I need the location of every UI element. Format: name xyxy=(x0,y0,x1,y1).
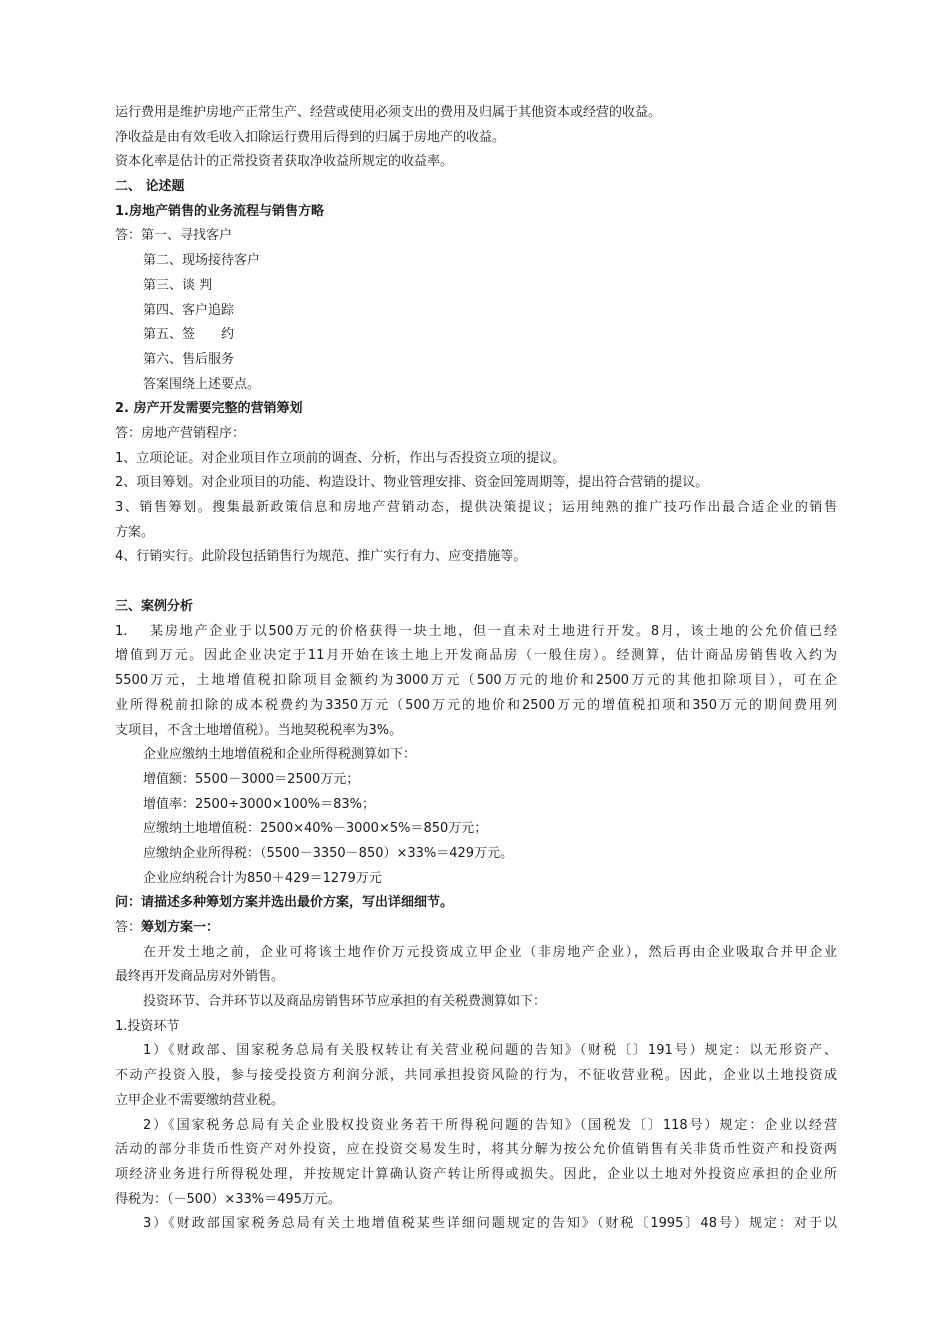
calc-line: 应缴纳企业所得税：（5500－3350－850）×33%＝429万元。 xyxy=(143,845,514,861)
plan-title: 筹划方案一： xyxy=(141,920,220,935)
para2-line: 项经济业务进行所得税处理，并按规定计算确认资产转让所得或损失。因此，企业以土地对外投资应承担的企业所 xyxy=(115,1166,837,1182)
question-2-item: 3、销售筹划。搜集最新政策信息和房地产营销动态，提供决策提议；运用纯熟的推广技巧作出最合适企业的销售 xyxy=(115,500,837,515)
plan-line: 最终再开发商品房对外销售。 xyxy=(115,969,285,985)
calc-line: 企业应纳税合计为850＋429＝1279万元 xyxy=(143,870,382,886)
question-2-item: 4、行销实行。此阶段包括销售行为规范、推广实行有力、应变措施等。 xyxy=(115,549,527,565)
plan-line: 在开发土地之前，企业可将该土地作价万元投资成立甲企业（非房地产企业），然后再由企业吸取合并甲企业 xyxy=(143,944,837,960)
question-2-item: 1、立项论证。对企业项目作立项前的调查、分析，作出与否投资立项的提议。 xyxy=(115,450,566,466)
question-2-item: 2、项目筹划。对企业项目的功能、构造设计、物业管理安排、资金回笼周期等，提出符合营销的提议。 xyxy=(115,475,709,491)
blank-line xyxy=(115,570,837,595)
case-line: 业所得税前扣除的成本税费约为3350万元（500万元的地价和2500万元的增值税扣项和350万元的期间费用列 xyxy=(115,697,837,713)
para1-line: 1）《财政部、国家税务总局有关股权转让有关营业税问题的告知》（财税〔〕191号）规定：以无形资产、 xyxy=(143,1043,837,1059)
tax-intro: 投资环节、合并环节以及商品房销售环节应承担的有关税费测算如下： xyxy=(143,994,547,1010)
para2-line: 得税为：（－500）×33%＝495万元。 xyxy=(115,1191,341,1207)
intro-line-1: 运行费用是维护房地产正常生产、经营或使用必须支出的费用及归属于其他资本或经营的收益。 xyxy=(115,105,662,120)
question-1-step: 第五、签 约 xyxy=(143,327,235,343)
case-line: 增值到万元。因此企业决定于11月开始在该土地上开发商品房（一般住房）。经测算，估计商品房销售收入约为 xyxy=(115,648,837,664)
calc-line: 应缴纳土地增值税：2500×40%－3000×5%＝850万元； xyxy=(143,821,488,837)
question-1-note: 答案围绕上述要点。 xyxy=(143,376,261,392)
answer-prefix: 答： xyxy=(115,920,142,935)
para1-line: 立甲企业不需要缴纳营业税。 xyxy=(115,1092,285,1108)
para3-line: 3）《财政部国家税务总局有关土地增值税某些详细问题规定的告知》（财税〔1995〕48号）规定：对于以 xyxy=(143,1216,837,1232)
question-1-title: 1.房地产销售的业务流程与销售方略 xyxy=(115,203,324,219)
para2-line: 2）《国家税务总局有关企业股权投资业务若干所得税问题的告知》（国税发〔〕118号）规定：企业以经营 xyxy=(143,1117,837,1133)
calc-line: 增值率：2500÷3000×100%＝83%； xyxy=(143,796,376,812)
section-3-heading: 三、案例分析 xyxy=(115,599,194,615)
question-2-item-cont: 方案。 xyxy=(115,524,155,540)
case-line: 支项目，不含土地增值税）。当地契税税率为3%。 xyxy=(115,722,403,738)
question-1-step: 第三、谈 判 xyxy=(143,277,213,293)
calc-line: 企业应缴纳土地增值税和企业所得税测算如下： xyxy=(143,747,417,763)
answer-line xyxy=(115,916,837,941)
sub-heading: 1.投资环节 xyxy=(115,1018,180,1034)
para1-line: 不动产投资入股，参与接受投资方利润分派，共同承担投资风险的行为，不征收营业税。因此，企业以土地投资成 xyxy=(115,1068,837,1084)
case-line: 1. 某房地产企业于以500万元的价格获得一块土地，但一直未对土地进行开发。8月，该土地的公允价值已经 xyxy=(115,623,837,639)
question-1-step: 第二、现场接待客户 xyxy=(143,253,261,269)
question-2-answer-lead: 答：房地产营销程序： xyxy=(115,425,246,441)
document-body xyxy=(115,101,837,1237)
case-question: 问：请描述多种筹划方案并选出最价方案，写出详细细节。 xyxy=(115,895,454,911)
intro-line-3: 资本化率是估计的正常投资者获取净收益所规定的收益率。 xyxy=(115,154,454,170)
intro-line-2: 净收益是由有效毛收入扣除运行费用后得到的归属于房地产的收益。 xyxy=(115,129,506,145)
case-line: 5500万元，土地增值税扣除项目金额约为3000万元（500万元的地价和2500万元的其他扣除项目），可在企 xyxy=(115,673,837,689)
section-2-heading: 二、 论述题 xyxy=(115,179,185,195)
question-1-step: 第四、客户追踪 xyxy=(143,302,235,318)
question-1-step: 第六、售后服务 xyxy=(143,351,235,367)
calc-line: 增值额：5500－3000＝2500万元； xyxy=(143,771,360,787)
question-1-answer-lead: 答：第一、寻找客户 xyxy=(115,228,233,244)
question-2-title: 2. 房产开发需要完整的营销筹划 xyxy=(115,401,303,417)
para2-line: 活动的部分非货币性资产对外投资，应在投资交易发生时，将其分解为按公允价值销售有关非货币性资产和投资两 xyxy=(115,1142,837,1158)
